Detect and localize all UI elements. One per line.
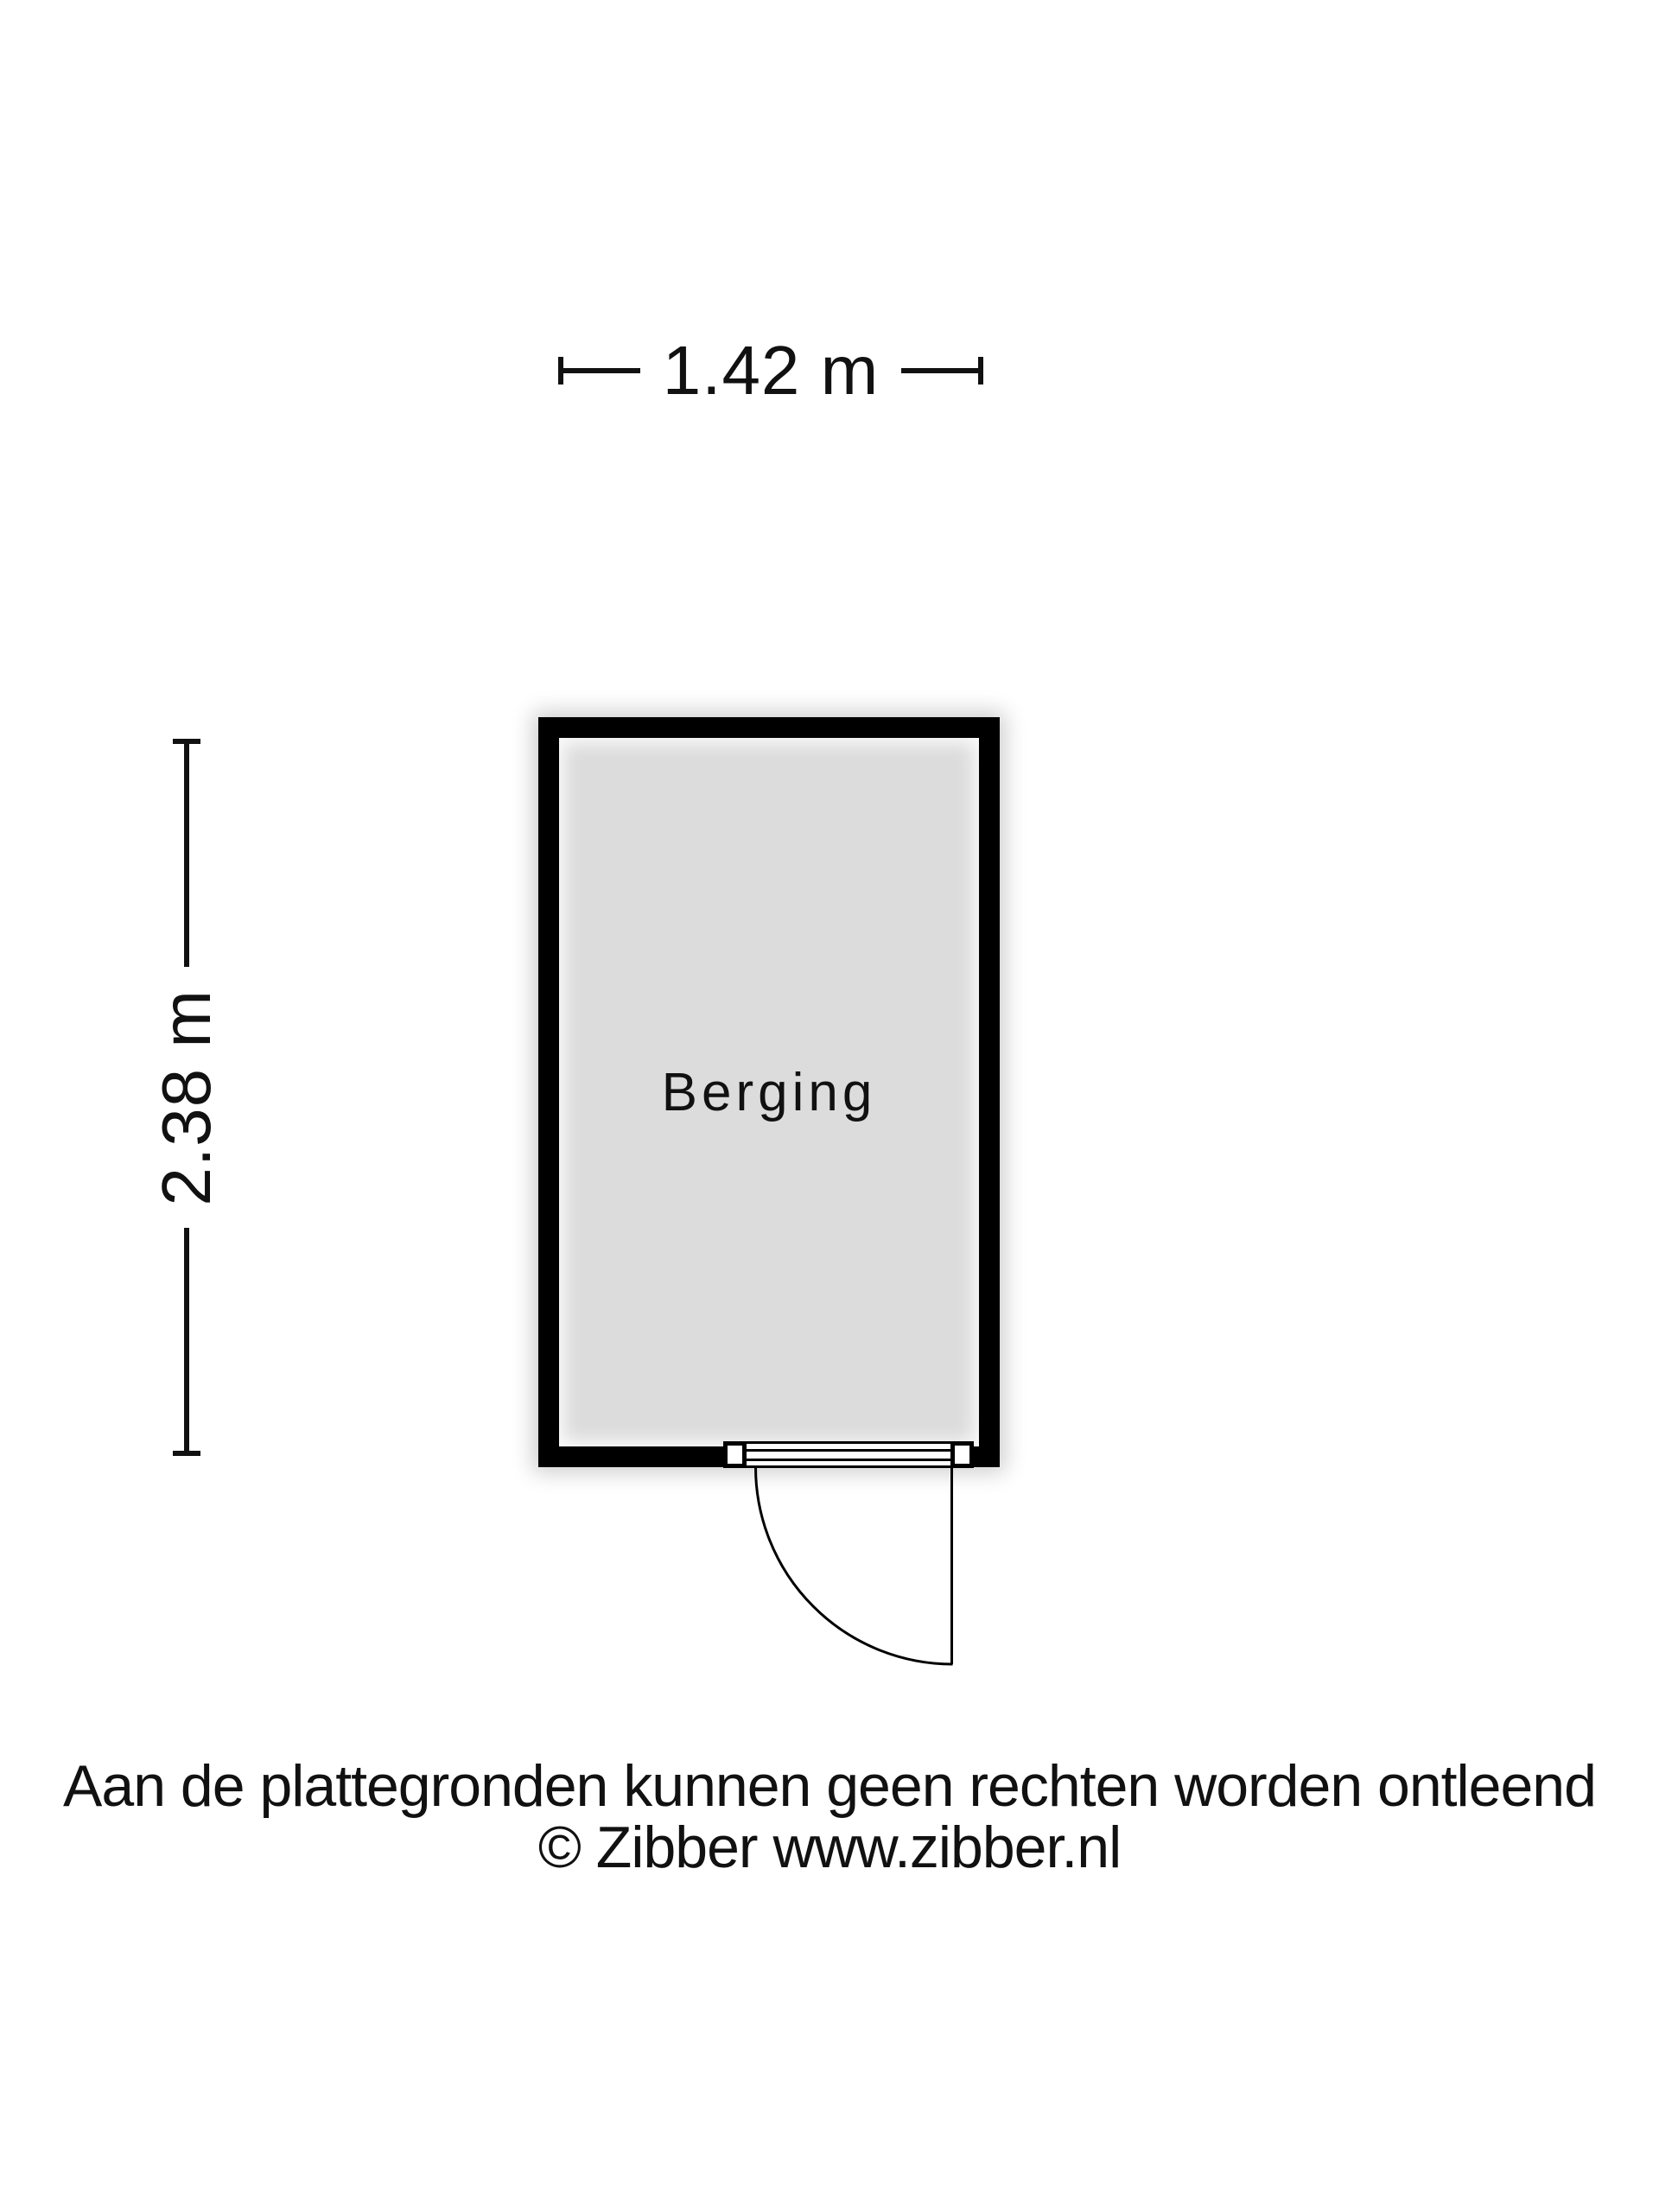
copyright-text: © Zibber www.zibber.nl xyxy=(537,1815,1122,1880)
door-threshold xyxy=(745,1441,952,1468)
door-leaf xyxy=(950,1467,953,1664)
dimension-tick-bottom xyxy=(173,1451,200,1456)
door-swing-arc xyxy=(754,1467,954,1667)
dimension-line-right-segment xyxy=(901,368,978,373)
width-dimension-label: 1.42 m xyxy=(662,332,880,409)
door-frame-post-left xyxy=(723,1441,747,1468)
height-dimension xyxy=(148,739,225,1456)
door-frame-post-right xyxy=(950,1441,974,1468)
disclaimer-text: Aan de plattegronden kunnen geen rechten worden ontleend xyxy=(63,1753,1596,1819)
dimension-tick-right xyxy=(978,357,983,385)
door-threshold-line xyxy=(745,1459,952,1461)
width-dimension xyxy=(558,332,983,409)
dimension-line-left-segment xyxy=(563,368,640,373)
room-berging xyxy=(538,717,1000,1467)
footer xyxy=(0,1753,1659,1880)
height-dimension-label: 2.38 m xyxy=(148,988,225,1206)
dimension-line-top-segment xyxy=(184,744,189,967)
door-threshold-line xyxy=(745,1449,952,1452)
room-label: Berging xyxy=(661,1062,877,1122)
dimension-line-bottom-segment xyxy=(184,1228,189,1451)
